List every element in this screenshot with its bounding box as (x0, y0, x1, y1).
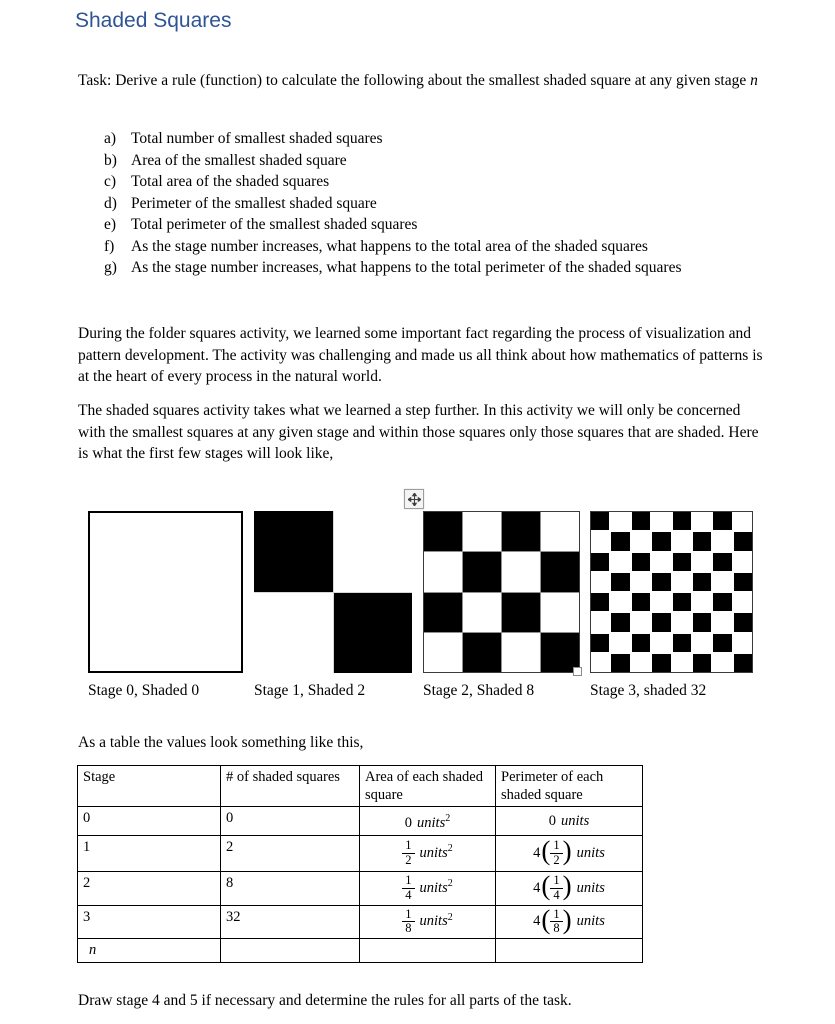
grid-cell (652, 654, 670, 672)
grid-cell (611, 573, 629, 591)
move-cursor-icon (408, 493, 421, 506)
grid-cell (463, 633, 501, 672)
grid-cell (693, 613, 711, 631)
grid-cell (734, 593, 752, 611)
grid-cell (541, 552, 579, 591)
stage-3-figure[interactable] (590, 511, 753, 673)
grid-cell (673, 553, 691, 571)
grid-cell (90, 513, 241, 671)
grid-cell (693, 512, 711, 530)
perimeter-cell: 0 units (496, 807, 643, 836)
grid-cell (673, 613, 691, 631)
grid-cell (632, 613, 650, 631)
header-count: # of shaded squares (221, 766, 360, 807)
objective-item-c (104, 171, 784, 193)
grid-cell (591, 613, 609, 631)
area-cell: 0 units$^2$ (360, 807, 496, 836)
stage-cell: 1 (78, 836, 221, 872)
grid-cell (673, 654, 691, 672)
grid-cell (254, 511, 333, 592)
grid-cell (673, 573, 691, 591)
grid-cell (591, 512, 609, 530)
grid-cell (652, 532, 670, 550)
grid-cell (502, 552, 540, 591)
table-row-stage-3 (78, 905, 643, 939)
grid-cell (541, 512, 579, 551)
objective-text: Total area of the shaded squares (131, 173, 330, 190)
grid-cell (693, 593, 711, 611)
grid-cell (463, 512, 501, 551)
stage-0-figure[interactable] (88, 511, 243, 673)
objective-item-e (104, 214, 784, 236)
objective-text: Total number of smallest shaded squares (131, 130, 383, 147)
grid-cell (652, 573, 670, 591)
grid-cell (713, 532, 731, 550)
objective-text: As the stage number increases, what happens to the total area of the shaded squares (131, 237, 648, 255)
stage-cell: 3 (78, 905, 221, 939)
grid-cell (424, 633, 462, 672)
objective-item-d (104, 193, 784, 215)
grid-cell (463, 552, 501, 591)
grid-cell (611, 532, 629, 550)
stage-2-caption: Stage 2, Shaded 8 (423, 682, 535, 699)
perimeter-cell: 4( $\frac{1}{8}$ ) units (496, 905, 643, 939)
grid-cell (673, 593, 691, 611)
grid-cell (591, 593, 609, 611)
grid-cell (734, 654, 752, 672)
grid-cell (611, 593, 629, 611)
count-cell: 32 (221, 905, 360, 939)
objective-text: As the stage number increases, what happens to the total perimeter of the shaded squares (131, 259, 682, 276)
objective-text: Area of the smallest shaded square (131, 151, 347, 169)
table-header-row (78, 766, 643, 807)
grid-cell (652, 634, 670, 652)
grid-cell (632, 573, 650, 591)
grid-cell (611, 512, 629, 530)
grid-cell (734, 573, 752, 591)
perimeter-cell-empty[interactable] (496, 939, 643, 963)
objective-item-a (104, 128, 784, 150)
objective-item-f (104, 236, 784, 258)
table-intro-text: As a table the values look something like this, (78, 734, 364, 751)
table-row-stage-0 (78, 807, 643, 836)
grid-cell (693, 573, 711, 591)
grid-cell (611, 553, 629, 571)
values-table (77, 765, 643, 963)
area-cell-empty[interactable] (360, 939, 496, 963)
objective-label: a) (104, 130, 117, 147)
grid-cell (693, 532, 711, 550)
task-text: Task: Derive a rule (function) to calculate the following about the smallest shaded square at any given stage (78, 72, 751, 89)
objective-item-b (104, 150, 784, 172)
grid-cell (334, 511, 413, 592)
grid-cell (673, 532, 691, 550)
stage-3-caption: Stage 3, shaded 32 (590, 682, 707, 699)
stage-cell: n (78, 939, 221, 963)
header-perimeter: Perimeter of each shaded square (496, 766, 643, 807)
grid-cell (713, 553, 731, 571)
grid-cell (502, 512, 540, 551)
grid-cell (652, 553, 670, 571)
stage-1-figure[interactable] (254, 511, 412, 673)
objective-label: g) (104, 259, 117, 276)
grid-cell (591, 634, 609, 652)
grid-cell (463, 593, 501, 632)
grid-cell (424, 552, 462, 591)
grid-cell (632, 593, 650, 611)
grid-cell (591, 532, 609, 550)
grid-cell (693, 654, 711, 672)
area-cell: $\frac{1}{8}$ units$^2$ (360, 905, 496, 939)
grid-cell (424, 512, 462, 551)
objective-list (104, 128, 784, 279)
grid-cell (693, 553, 711, 571)
count-cell-empty[interactable] (221, 939, 360, 963)
grid-cell (652, 593, 670, 611)
closing-instruction: Draw stage 4 and 5 if necessary and determine the rules for all parts of the task. (78, 992, 572, 1009)
count-cell: 8 (221, 872, 360, 906)
stage-2-figure[interactable] (423, 511, 580, 673)
grid-cell (611, 634, 629, 652)
grid-cell (734, 512, 752, 530)
grid-cell (713, 634, 731, 652)
perimeter-cell: 4( $\frac{1}{4}$ ) units (496, 872, 643, 906)
grid-cell (734, 634, 752, 652)
grid-cell (632, 634, 650, 652)
objective-label: f) (104, 237, 115, 255)
stage-1-caption: Stage 1, Shaded 2 (254, 682, 366, 699)
grid-cell (652, 613, 670, 631)
move-handle[interactable] (404, 489, 424, 509)
table-row-stage-2 (78, 872, 643, 906)
stage-cell: 2 (78, 872, 221, 906)
table-row-stage-n (78, 939, 643, 963)
objective-label: d) (104, 194, 117, 212)
count-cell: 0 (221, 807, 360, 836)
grid-cell (632, 532, 650, 550)
table-row-stage-1 (78, 836, 643, 872)
perimeter-cell: 4( $\frac{1}{2}$ ) units (496, 836, 643, 872)
grid-cell (673, 634, 691, 652)
paragraph-folder-squares: During the folder squares activity, we learned some important fact regarding the process of visualization and pattern development. The activity was challenging and made us all think about how mathematics of patterns is at the heart of every process in the natural world. (78, 325, 763, 385)
grid-cell (734, 613, 752, 631)
grid-cell (632, 512, 650, 530)
objective-label: b) (104, 151, 117, 169)
area-cell: $\frac{1}{4}$ units$^2$ (360, 872, 496, 906)
grid-cell (541, 593, 579, 632)
grid-cell (713, 613, 731, 631)
grid-cell (254, 593, 333, 674)
header-area: Area of each shaded square (360, 766, 496, 807)
header-stage: Stage (78, 766, 221, 807)
count-cell: 2 (221, 836, 360, 872)
objective-label: c) (104, 173, 117, 190)
grid-cell (591, 573, 609, 591)
grid-cell (424, 593, 462, 632)
page-title: Shaded Squares (75, 9, 232, 32)
objective-text: Perimeter of the smallest shaded square (131, 194, 377, 212)
objective-item-g (104, 257, 784, 279)
grid-cell (334, 593, 413, 674)
grid-cell (713, 512, 731, 530)
stage-variable: n (750, 72, 758, 89)
stage-0-caption: Stage 0, Shaded 0 (88, 682, 200, 699)
grid-cell (693, 634, 711, 652)
grid-cell (611, 654, 629, 672)
grid-cell (632, 654, 650, 672)
grid-cell (652, 512, 670, 530)
paragraph-shaded-squares: The shaded squares activity takes what we learned a step further. In this activity we will only be concerned with the smallest squares at any given stage and within those squares only those squares that are shaded. Here is what the first few stages will look like, (78, 402, 759, 462)
grid-cell (713, 573, 731, 591)
grid-cell (591, 553, 609, 571)
area-cell: $\frac{1}{2}$ units$^2$ (360, 836, 496, 872)
grid-cell (713, 654, 731, 672)
grid-cell (632, 553, 650, 571)
grid-cell (734, 553, 752, 571)
grid-cell (591, 654, 609, 672)
objective-label: e) (104, 216, 117, 233)
grid-cell (611, 613, 629, 631)
stage-cell: 0 (78, 807, 221, 836)
grid-cell (734, 532, 752, 550)
grid-cell (713, 593, 731, 611)
grid-cell (502, 593, 540, 632)
grid-cell (502, 633, 540, 672)
selection-resize-handle[interactable] (573, 667, 582, 676)
grid-cell (673, 512, 691, 530)
task-paragraph (78, 70, 770, 92)
objective-text: Total perimeter of the smallest shaded squares (131, 216, 418, 233)
